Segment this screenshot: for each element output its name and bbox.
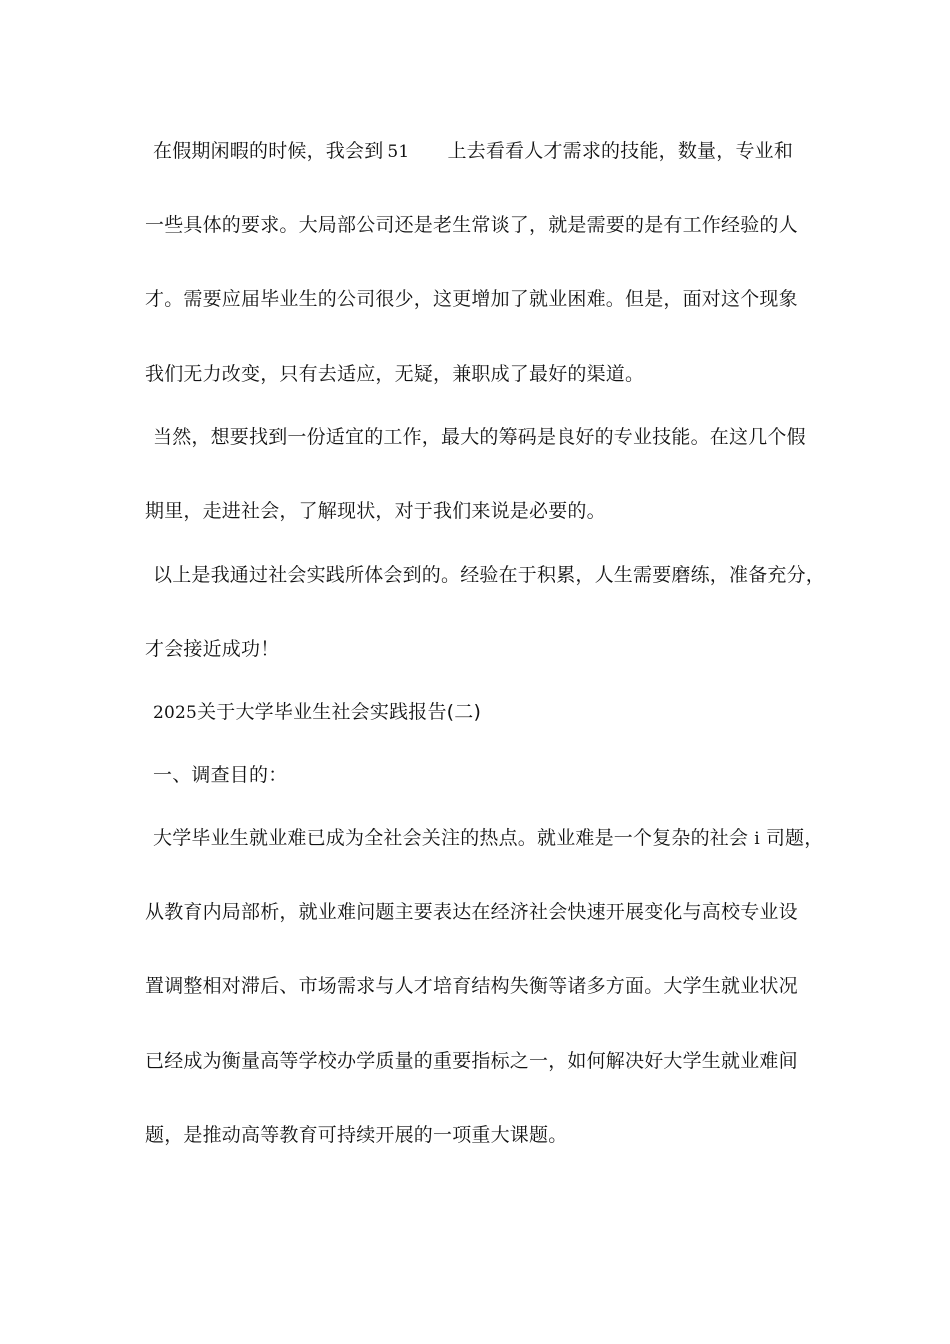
paragraph-4-line-4: 已经成为衡量高等学校办学质量的重要指标之一，如何解决好大学生就业难间	[145, 1050, 798, 1072]
stray-char: i	[754, 829, 760, 849]
paragraph-4-line-1	[153, 826, 823, 851]
paragraph-3-line-1: 以上是我通过社会实践所体会到的。经验在于积累，人生需要磨练，准备充分，	[153, 564, 826, 586]
paragraph-1-line-1	[153, 139, 793, 164]
section-heading: 一、调查目的：	[153, 764, 288, 786]
paragraph-3-line-2: 才会接近成功！	[145, 638, 280, 660]
title-year: 2025	[153, 703, 198, 723]
text-segment: 司题，	[765, 827, 824, 849]
paragraph-4-line-3: 置调整相对滞后、市场需求与人才培育结构失衡等诸多方面。大学生就业状况	[145, 975, 798, 997]
paragraph-4-line-5: 题，是推动高等教育可持续开展的一项重大课题。	[145, 1124, 568, 1146]
paragraph-4-line-2: 从教育内局部析，就业难问题主要表达在经济社会快速开展变化与高校专业设	[145, 901, 798, 923]
title-text: 关于大学毕业生社会实践报告(二)	[197, 701, 482, 723]
paragraph-1-line-3: 才。需要应届毕业生的公司很少，这更增加了就业困难。但是，面对这个现象	[145, 288, 798, 310]
paragraph-2-line-2: 期里，走进社会，了解现状，对于我们来说是必要的。	[145, 500, 606, 522]
paragraph-2-line-1: 当然，想要找到一份适宜的工作，最大的筹码是良好的专业技能。在这几个假	[153, 426, 806, 448]
text-segment: 在假期闲暇的时候，我会到	[153, 140, 384, 162]
report-title	[153, 700, 481, 725]
number-51: 51	[387, 142, 410, 162]
text-segment: 大学毕业生就业难已成为全社会关注的热点。就业难是一个复杂的社会	[153, 827, 749, 849]
paragraph-1-line-4: 我们无力改变，只有去适应，无疑，兼职成了最好的渠道。	[145, 363, 645, 385]
paragraph-1-line-2: 一些具体的要求。大局部公司还是老生常谈了，就是需要的是有工作经验的人	[145, 214, 798, 236]
text-segment: 上去看看人才需求的技能，数量，专业和	[447, 140, 794, 162]
